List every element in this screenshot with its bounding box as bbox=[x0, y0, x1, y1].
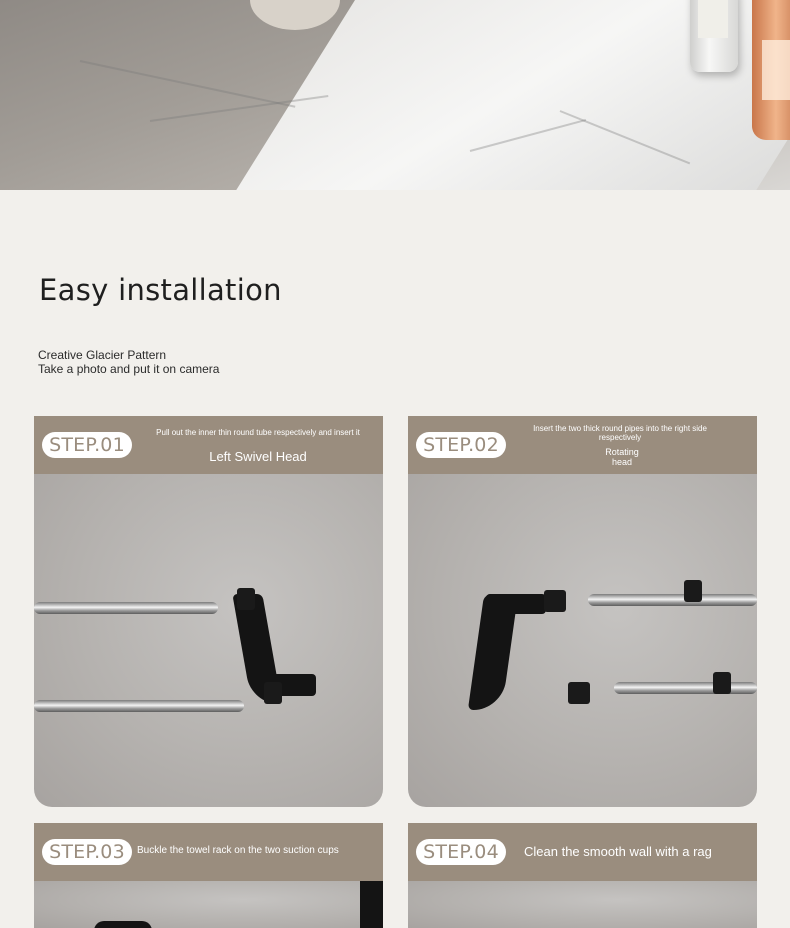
step-photo bbox=[34, 881, 383, 928]
step-instruction-small: Pull out the inner thin round tube respectively and insert it bbox=[156, 428, 360, 437]
step-header bbox=[408, 823, 757, 881]
step-instruction-main: Buckle the towel rack on the two suction cups bbox=[137, 845, 339, 856]
step-photo bbox=[408, 474, 757, 807]
step-header bbox=[34, 823, 383, 881]
step-photo bbox=[34, 474, 383, 807]
step-photo bbox=[408, 881, 757, 928]
step-card-2 bbox=[408, 416, 757, 807]
step-header bbox=[34, 416, 383, 474]
step-instruction-small: Insert the two thick round pipes into the right side respectively bbox=[533, 424, 707, 442]
section-title: Easy installation bbox=[39, 273, 282, 307]
step-card-3 bbox=[34, 823, 383, 928]
subtitle-line-2: Take a photo and put it on camera bbox=[38, 362, 220, 376]
step-label: STEP.04 bbox=[416, 839, 506, 865]
step-card-1 bbox=[34, 416, 383, 807]
step-instruction-main: Rotating head bbox=[605, 447, 639, 467]
step-instruction-main: Left Swivel Head bbox=[209, 449, 307, 464]
step-instruction-main: Clean the smooth wall with a rag bbox=[524, 844, 712, 859]
step-card-4 bbox=[408, 823, 757, 928]
step-label: STEP.02 bbox=[416, 432, 506, 458]
step-header bbox=[408, 416, 757, 474]
bottle-image bbox=[690, 0, 738, 72]
perfume-bottle-image bbox=[752, 0, 790, 140]
step-label: STEP.03 bbox=[42, 839, 132, 865]
subtitle-line-1: Creative Glacier Pattern bbox=[38, 348, 167, 362]
hero-bathroom-image bbox=[0, 0, 790, 190]
step-label: STEP.01 bbox=[42, 432, 132, 458]
